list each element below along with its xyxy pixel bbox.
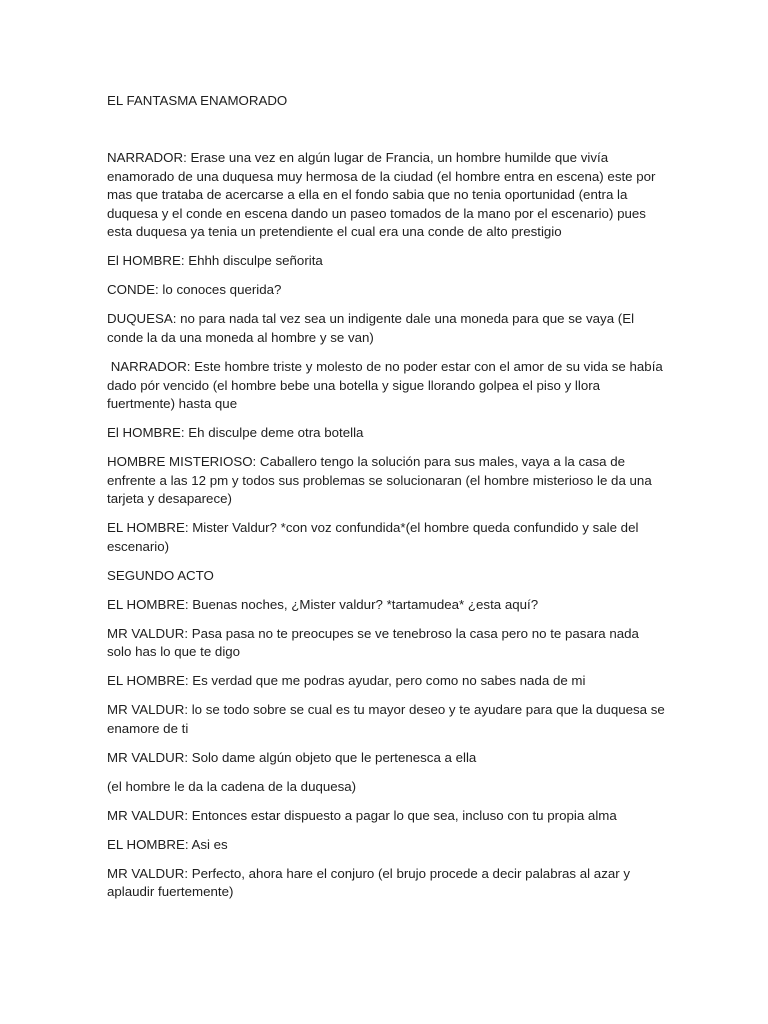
- paragraph: MR VALDUR: lo se todo sobre se cual es tu mayor deseo y te ayudare para que la duquesa se enamore de ti: [107, 702, 669, 736]
- paragraph: EL HOMBRE: Es verdad que me podras ayudar, pero como no sabes nada de mi: [107, 673, 586, 689]
- section-heading: SEGUNDO ACTO: [107, 567, 214, 583]
- document-title: EL FANTASMA ENAMORADO: [107, 93, 288, 108]
- paragraph: CONDE: lo conoces querida?: [107, 282, 282, 298]
- paragraph: HOMBRE MISTERIOSO: Caballero tengo la solución para sus males, vaya a la casa de enfrente a las 12 pm y todos sus problemas se solucionaran (el hombre misterioso le da una tarjeta y desaparece): [107, 454, 656, 507]
- document-body: [107, 149, 667, 912]
- paragraph: DUQUESA: no para nada tal vez sea un indigente dale una moneda para que se vaya (El conde la da una moneda al hombre y se van): [107, 311, 638, 345]
- paragraph: El HOMBRE: Eh disculpe deme otra botella: [107, 425, 364, 441]
- paragraph: (el hombre le da la cadena de la duquesa): [107, 778, 357, 794]
- paragraph: EL HOMBRE: Asi es: [107, 836, 228, 852]
- paragraph: NARRADOR: Este hombre triste y molesto de no poder estar con el amor de su vida se había dado pór vencido (el hombre bebe una botella y sigue llorando golpea el piso y llora fuertmente) hasta que: [107, 358, 667, 412]
- paragraph: MR VALDUR: Solo dame algún objeto que le pertenesca a ella: [107, 749, 477, 765]
- paragraph: MR VALDUR: Pasa pasa no te preocupes se ve tenebroso la casa pero no te pasara nada solo has lo que te digo: [107, 625, 643, 660]
- paragraph: NARRADOR: Erase una vez en algún lugar de Francia, un hombre humilde que vivía enamorado de una duquesa muy hermosa de la ciudad (el hombre entra en escena) este por mas que trataba de acercarse a ella en el fondo sabia que no tenia oportunidad (entra la duquesa y el conde en escena dando un paseo tomados de la mano por el escenario) pues esta duquesa ya tenia un pretendiente el cual era una conde de alto prestigio: [107, 150, 660, 240]
- paragraph: EL HOMBRE: Mister Valdur? *con voz confundida*(el hombre queda confundido y sale del escenario): [107, 520, 643, 554]
- paragraph: MR VALDUR: Entonces estar dispuesto a pagar lo que sea, incluso con tu propia alma: [107, 807, 617, 823]
- paragraph: EL HOMBRE: Buenas noches, ¿Mister valdur? *tartamudea* ¿esta aquí?: [107, 596, 539, 612]
- paragraph: MR VALDUR: Perfecto, ahora hare el conjuro (el brujo procede a decir palabras al azar y aplaudir fuertemente): [107, 865, 634, 900]
- paragraph: El HOMBRE: Ehhh disculpe señorita: [107, 253, 323, 269]
